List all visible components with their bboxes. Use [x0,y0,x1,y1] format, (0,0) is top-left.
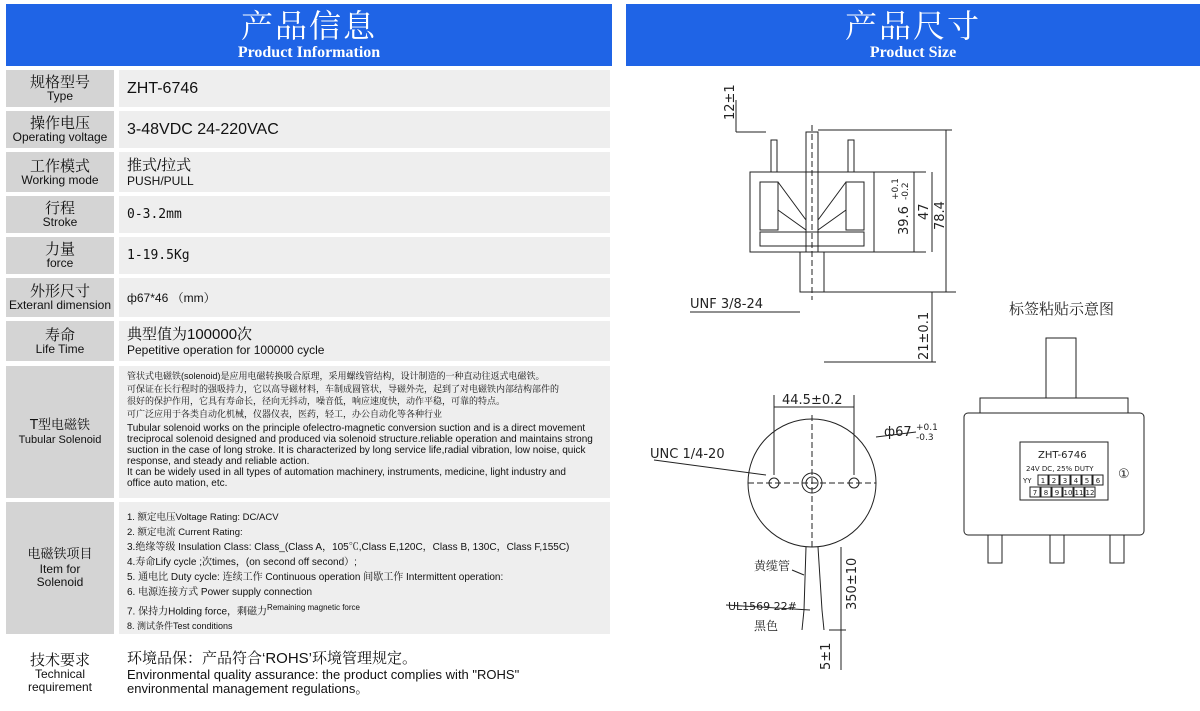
label-en: Working mode [21,172,99,187]
size-title-cn: 产品尺寸 [844,7,981,45]
label-box-number: 11 [1074,489,1084,497]
dim-67-tol-dn: -0.3 [916,433,934,443]
label-box-number: 8 [1043,489,1049,497]
spec-row-force [6,237,610,274]
spec-value [119,237,610,274]
label-en: Tubular Solenoid [18,433,102,446]
spec-label [6,196,114,233]
desc-en-line: It can be widely used in all types of automation machinery, instruments, medicine, light industry and [127,467,566,479]
label-view-flange [980,398,1128,413]
dim-39: 39.6 [897,206,912,235]
spec-value [119,321,610,361]
product-information-header [6,4,612,66]
label-box-number: 3 [1062,477,1068,485]
label-cn: 行程 [44,199,75,217]
value-en: Pepetitive operation for 100000 cycle [127,342,325,357]
spec-row-dimension [6,278,610,317]
label-en: Operating voltage [12,130,108,144]
dim-39-tol-up: +0.1 [891,178,901,200]
value-text: 3-48VDC 24-220VAC [127,120,279,138]
side-pin-right [848,140,854,172]
value-text: ф67*46 （mm） [127,290,216,305]
lead-wires [804,547,822,610]
list-item: 6. 电源连接方式 Power supply connection [127,587,313,598]
spec-value [119,111,610,148]
label-en: Exteranl dimension [8,298,112,312]
label-view-shaft [1046,338,1076,398]
value-en: PUSH/PULL [127,173,194,188]
spec-label [6,278,114,317]
spec-row-tubular [6,366,610,498]
circle-one-marker: ① [1118,467,1130,482]
spec-value [119,641,610,705]
label-box-number: 9 [1054,489,1060,497]
dim-5: 5±1 [819,642,834,670]
list-item-text: 7. 保持力Holding force，剩磁力 [127,606,268,618]
side-pin-left [771,140,777,172]
desc-en-line: response, and steady and reliable action. [127,456,310,468]
desc-en-line: treciprocal solenoid designed and produced via solenoid structure.reliable operation and maintains strong [127,434,593,446]
value-cn: 环境品保：产品符合‘ROHS’环境管理规定。 [127,650,418,667]
list-item: 5. 通电比 Duty cycle: 连续工作 Continuous operation 间歇工作 Intermittent operation: [127,572,504,583]
label-cn: 工作模式 [29,156,90,175]
value-cn: 典型值为100000次 [127,325,253,343]
spec-label [6,237,114,274]
label-en: Item for [39,562,81,576]
value-text: 0-3.2mm [127,206,182,222]
label-box-number: 6 [1095,477,1101,485]
spec-row-stroke [6,196,610,233]
value-en: environmental management regulations。 [127,681,369,696]
product-size-header [626,4,1200,66]
header-title-cn: 产品信息 [240,7,377,45]
dim-78: 78.4 [933,201,948,230]
spec-row-items [6,502,610,634]
items-list [119,502,610,634]
desc-cn-line: 很好的保护作用，它具有寿命长，径向无抖动，噪音低，响应速度快，动作平稳，可靠的特点。 [127,396,506,407]
yellow-wire-label: 黄缆管 [754,559,791,573]
label-cn: T型电磁铁 [30,417,90,433]
spec-value [119,196,610,233]
spec-row-life [6,321,610,361]
list-item: 2. 额定电流 Current Rating: [127,527,243,538]
value-en: Environmental quality assurance: the product complies with "ROHS" [127,667,520,682]
value-cn: 推式/拉式 [127,156,192,174]
label-box-number: 1 [1040,477,1046,485]
list-item: 4.寿命Lify cycle ;次times，(on second off second）; [127,557,357,568]
list-item: 8. 测试条件Test conditions [127,621,233,632]
label-cn: 寿命 [44,325,75,344]
technical-drawing [626,70,1200,710]
dim-44: 44.5±0.2 [782,393,843,408]
dim-12: 12±1 [723,84,738,120]
label-en: Stroke [42,215,78,229]
label-box-number: 12 [1085,489,1095,497]
spec-label [6,321,114,361]
desc-cn-line: 管状式电磁铁(solenoid)是应用电磁转换吸合原理，采用螺线管结构，设计制造的一种直动往返式电磁铁。 [127,371,545,381]
label-cn: 规格型号 [29,73,90,91]
remaining-note: Remaining magnetic force [267,603,360,612]
label-en: Type [46,89,73,103]
label-cn: 操作电压 [29,114,90,132]
spec-label [6,152,114,192]
spec-value [119,152,610,192]
dim-47: 47 [917,203,932,220]
label-en: force [46,256,74,270]
label-en: Life Time [35,341,85,356]
value-text: 1-19.5Kg [127,247,190,263]
label-diagram-title: 标签粘贴示意图 [1009,300,1115,318]
label-box-number: 7 [1032,489,1038,497]
list-item: 3.绝缘等级 Insulation Class: Class_(Class A，105℃,Class E,120C，Class B, 130C，Class F,155C) [127,542,570,553]
spec-label [6,111,114,148]
dim-unc: UNC 1/4-20 [650,447,725,462]
desc-en-line: office auto mation, etc. [127,478,228,490]
label-model-text: ZHT-6746 [1038,450,1087,461]
label-cn: 力量 [44,240,75,258]
label-box-number: 4 [1073,477,1079,485]
desc-cn-line: 可广泛应用于各类自动化机械，仪器仪表，医药，轻工，办公自动化等各种行业 [127,408,443,419]
label-number-boxes [1030,475,1103,497]
desc-en-line: Tubular solenoid works on the principle ofelectro-magnetic conversion suction and is a direct movement [127,423,586,435]
tubular-description [119,366,610,498]
spec-value [119,278,610,317]
label-en: Solenoid [36,575,84,589]
spec-row-type [6,70,610,107]
label-box-number: 5 [1084,477,1090,485]
black-wire-label: 黑色 [754,619,779,633]
desc-en-line: suction in the case of long stroke. It is characterized by long service life,radial vibration, low noise, quick [127,445,586,457]
spec-row-voltage [6,111,610,148]
wire-spec-label: UL1569 22# [728,600,797,613]
dim-67-tol-up: +0.1 [916,423,938,433]
spec-label [6,70,114,107]
label-en: requirement [27,680,93,694]
dim-unf: UNF 3/8-24 [690,297,764,312]
header-title-en: Product Information [237,44,381,61]
label-box-number: 2 [1051,477,1057,485]
spec-label [6,641,114,705]
label-box-number: 10 [1063,489,1073,497]
spec-label [6,502,114,634]
spec-row-technical [6,641,610,705]
spec-value [119,70,610,107]
label-en: Technical [34,667,86,681]
desc-cn-line: 可保证在长行程时的强吸持力，它以高导磁材料，车制成圆管状，导磁外壳，起到了对电磁铁内部结构部件的 [127,383,560,394]
dim-67: ф67 [884,425,912,440]
list-item: 1. 额定电压Voltage Rating: DC/ACV [127,512,279,523]
label-cn: 电磁铁项目 [27,547,93,562]
label-yy-text: YY [1023,477,1032,485]
size-title-en: Product Size [869,44,957,61]
label-view-body [964,413,1144,535]
list-item [127,600,610,619]
dim-350: 350±10 [845,557,860,610]
dim-21: 21±0.1 [917,311,932,360]
value-text: ZHT-6746 [127,79,199,97]
dim-39-tol-dn: -0.2 [901,182,911,200]
spec-label [6,366,114,498]
label-spec-text: 24V DC, 25% DUTY [1026,465,1094,473]
label-cn: 技术要求 [29,651,90,669]
label-cn: 外形尺寸 [29,282,90,300]
spec-row-mode [6,152,610,192]
